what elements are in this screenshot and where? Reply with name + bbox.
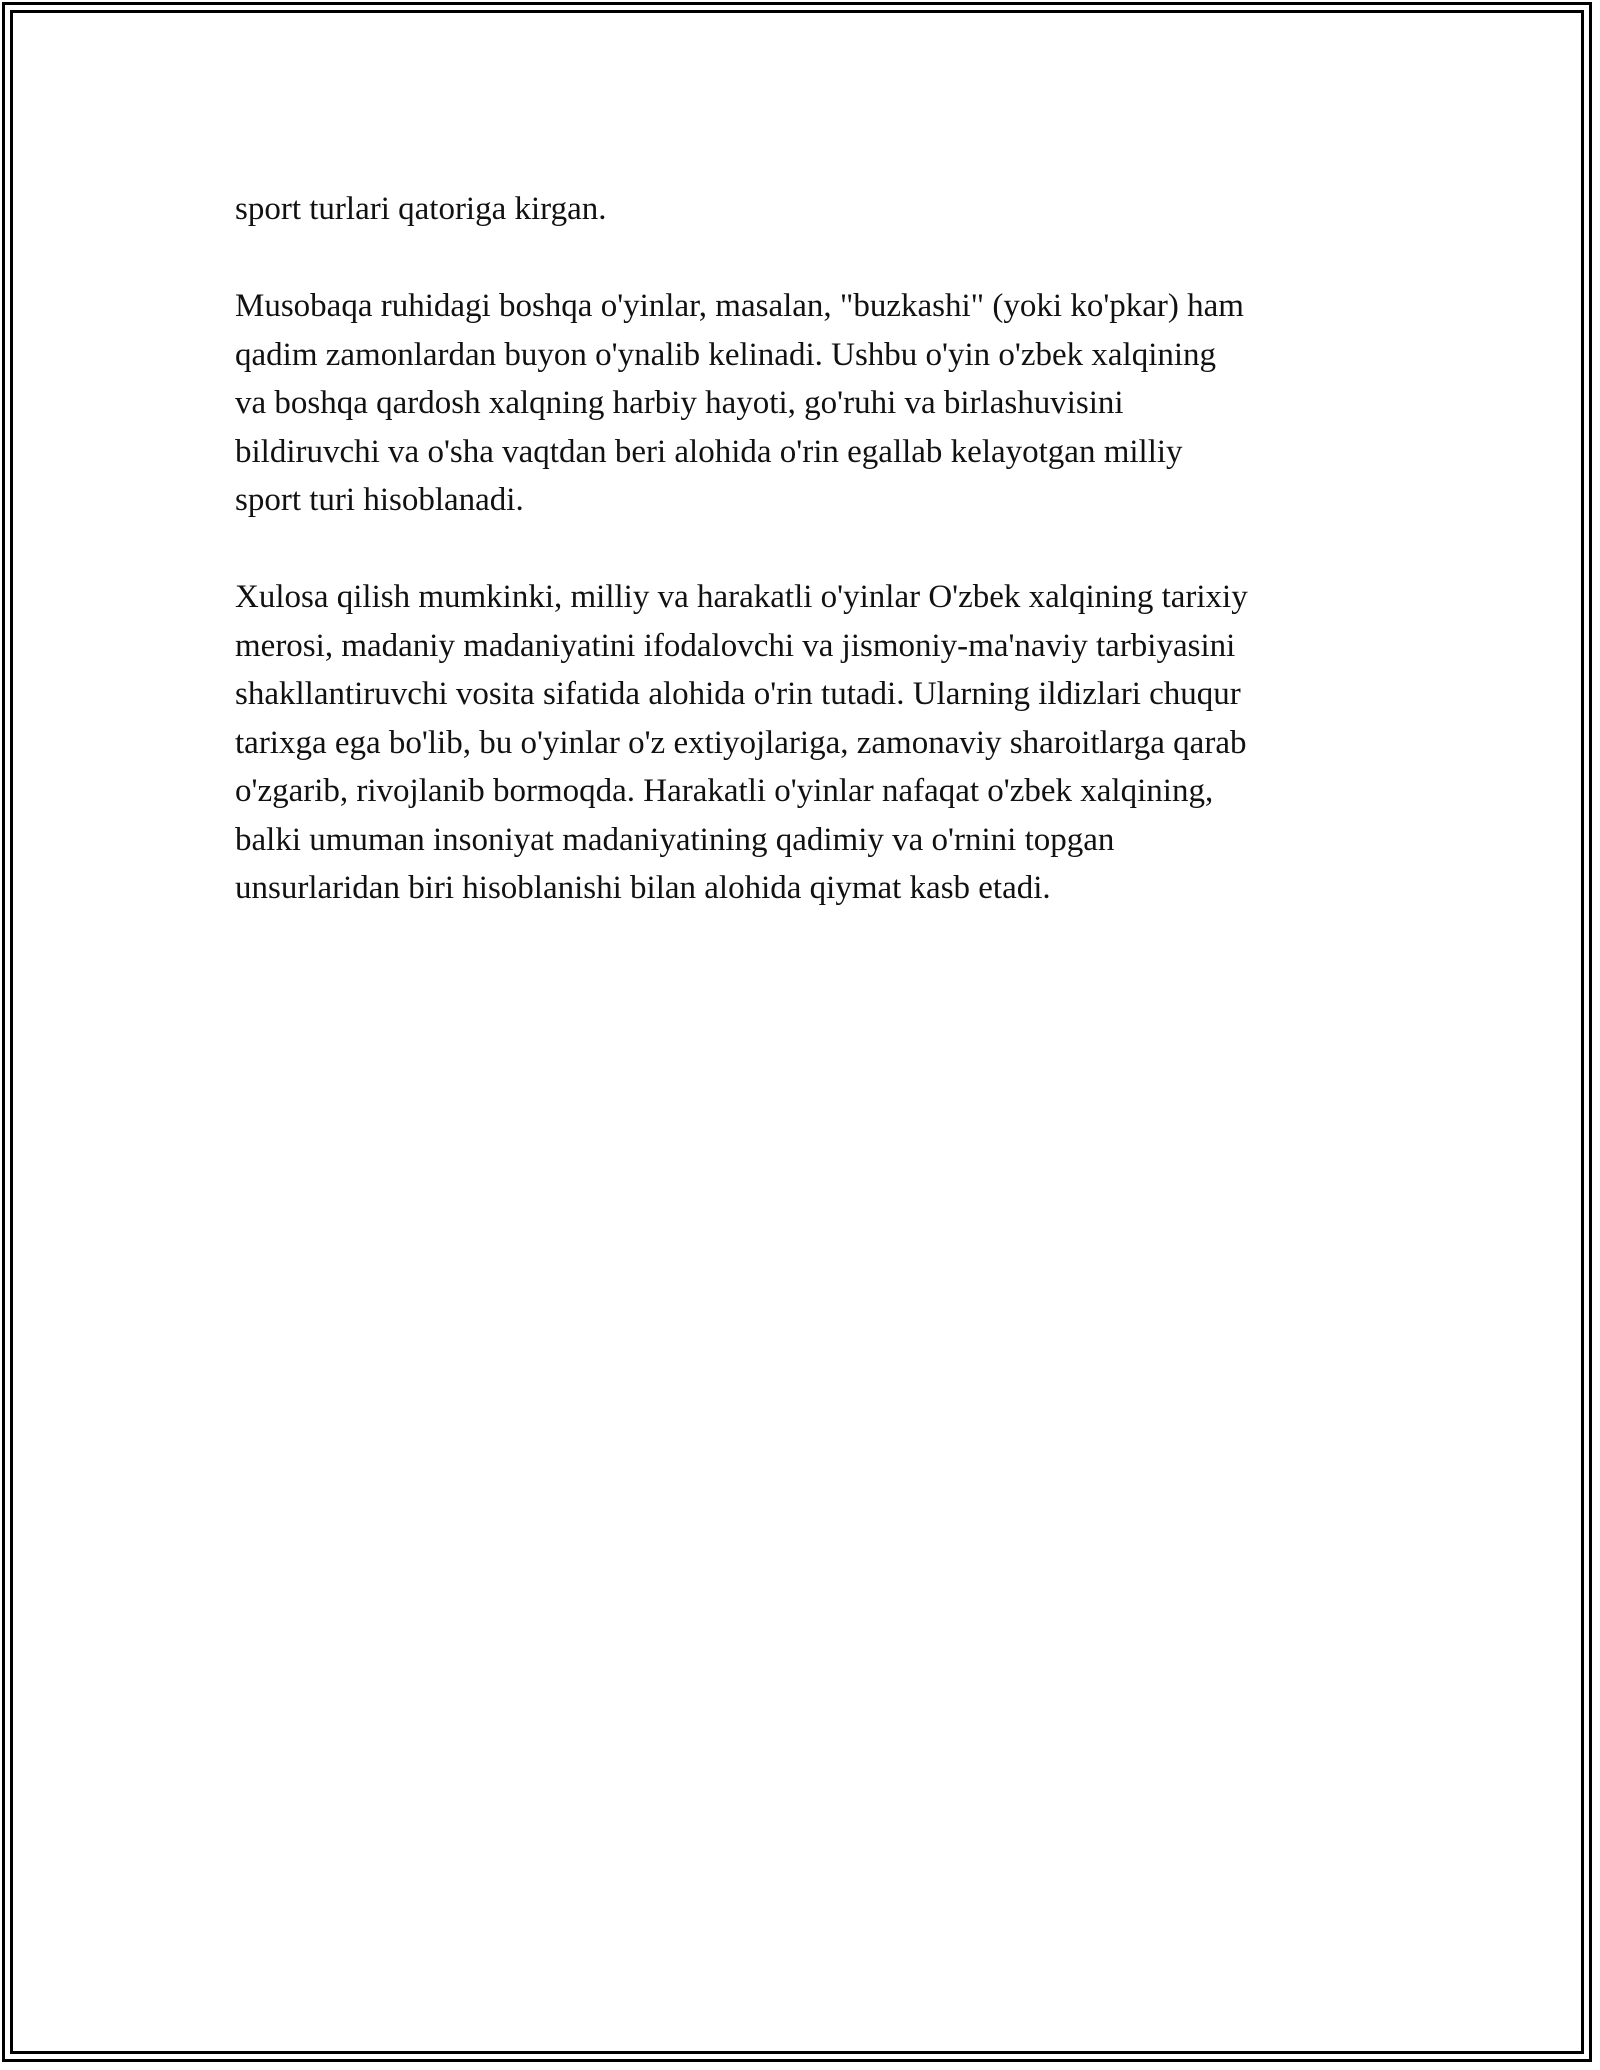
- text-line: sport turi hisoblanadi.: [235, 482, 524, 518]
- text-line: bildiruvchi va o'sha vaqtdan beri alohida o'rin egallab kelayotgan milliy: [235, 433, 1183, 470]
- text-line: o'zgarib, rivojlanib bormoqda. Harakatli o'yinlar nafaqat o'zbek xalqining,: [235, 773, 1214, 809]
- text-line: sport turlari qatoriga kirgan.: [235, 191, 607, 227]
- text-line: unsurlaridan biri hisoblanishi bilan alohida qiymat kasb etadi.: [235, 870, 1051, 906]
- text-line: Xulosa qilish mumkinki, milliy va harakatli o'yinlar O'zbek xalqining tarixiy: [235, 579, 1248, 615]
- paragraph-spacer: [235, 234, 1385, 283]
- text-line: qadim zamonlardan buyon o'ynalib kelinadi. Ushbu o'yin o'zbek xalqining: [235, 336, 1217, 373]
- document-body: [235, 185, 1385, 913]
- text-line: va boshqa qardosh xalqning harbiy hayoti, go'ruhi va birlashuvisini: [235, 385, 1124, 421]
- text-line: merosi, madaniy madaniyatini ifodalovchi va jismoniy-ma'naviy tarbiyasini: [235, 627, 1236, 664]
- text-line: Musobaqa ruhidagi boshqa o'yinlar, masalan, "buzkashi" (yoki ko'pkar) ham: [235, 288, 1244, 324]
- text-line: balki umuman insoniyat madaniyatining qadimiy va o'rnini topgan: [235, 821, 1115, 858]
- paragraph-spacer: [235, 525, 1385, 574]
- paragraph-1: [235, 185, 1385, 234]
- text-line: tarixga ega bo'lib, bu o'yinlar o'z extiyojlariga, zamonaviy sharoitlarga qarab: [235, 724, 1247, 761]
- paragraph-2: [235, 282, 1385, 525]
- text-line: shakllantiruvchi vosita sifatida alohida o'rin tutadi. Ularning ildizlari chuqur: [235, 676, 1241, 712]
- paragraph-3: [235, 573, 1385, 913]
